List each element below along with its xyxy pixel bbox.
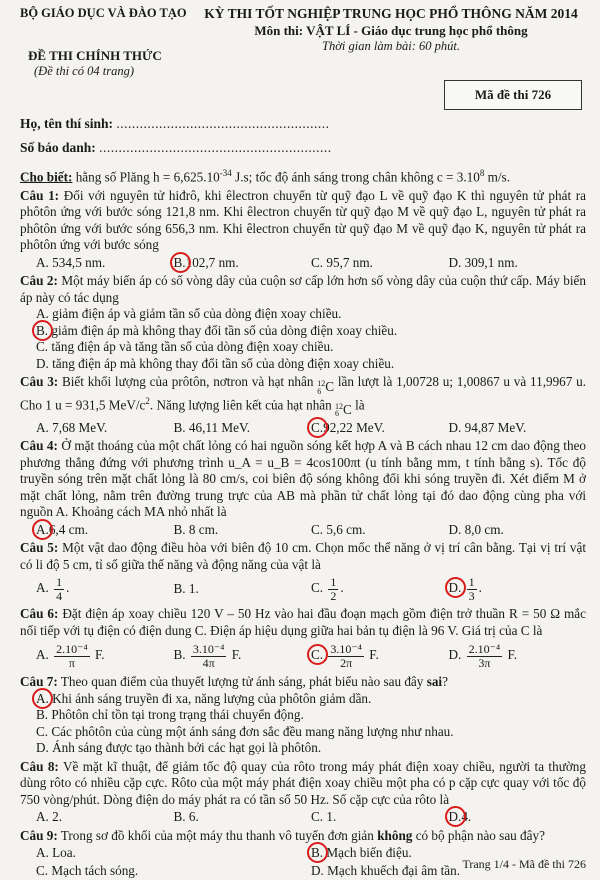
option-letter: D.: [448, 647, 462, 663]
fraction: [328, 643, 364, 669]
nuclide: [317, 379, 334, 396]
fraction-denominator: 4π: [202, 655, 215, 670]
header-right: [190, 6, 586, 88]
option-c[interactable]: [311, 522, 449, 539]
option-letter-circled: C.: [311, 647, 324, 663]
question-text: Một máy biến áp có số vòng dây của cuộn sơ cấp lớn hơn số vòng dây của cuộn thứ cấp. Máy biến áp này có tác dụng: [20, 273, 587, 305]
option-text: Mạch khuếch đại âm tần.: [327, 862, 461, 878]
option-letter: D.: [448, 521, 462, 537]
option-c[interactable]: [311, 576, 449, 602]
candidate-name-dots: .......................................................: [116, 116, 330, 131]
option-text: 534,5 nm.: [52, 254, 106, 270]
option-letter: C.: [311, 809, 324, 825]
note-exp-1: -34: [219, 168, 232, 178]
question-5: [20, 540, 586, 573]
question-number: Câu 6:: [20, 606, 59, 622]
option-letter-circled: D.: [448, 580, 462, 596]
question-emphasis: sai: [426, 674, 443, 690]
option-c[interactable]: [311, 255, 449, 272]
candidate-name-field: [20, 116, 586, 138]
option-a[interactable]: [36, 809, 174, 826]
question-text: Đối với nguyên tử hiđrô, khi êlectron chuyển từ quỹ đạo L về quỹ đạo K thì nguyên tử phát ra phôtôn ứng với bước sóng 121,8 nm. Khi êlectron chuyển từ quỹ đạo M về quỹ đạo L, nguyên tử phát ra phôtôn ứng với bước sóng 656,3 nm. Khi êlectron chuyển từ quỹ đạo M về quỹ đạo K, nguyên tử phát ra phôtôn ứng với bước sóng: [20, 187, 587, 253]
options-6: [20, 640, 586, 672]
option-text: 8,0 cm.: [464, 521, 504, 537]
option-a[interactable]: [36, 522, 174, 539]
option-text: tăng điện áp và tăng tần số của dòng điện xoay chiều.: [51, 339, 334, 355]
question-text: là: [355, 397, 365, 413]
option-text: 7,68 MeV.: [52, 419, 108, 435]
question-2: [20, 273, 586, 306]
option-b[interactable]: [174, 809, 312, 826]
fraction: [467, 643, 503, 669]
header-left: [20, 6, 190, 88]
exam-code-box: Mã đề thi 726: [444, 80, 582, 110]
nuclide-symbol: C: [325, 379, 335, 395]
option-letter-circled: B.: [36, 322, 49, 338]
candidate-id-label: Số báo danh:: [20, 140, 96, 155]
option-text: Các phôtôn của cùng một ánh sáng đơn sắc đều mang năng lượng như nhau.: [51, 723, 454, 739]
options-3: [20, 420, 586, 437]
question-number: Câu 4:: [20, 438, 58, 454]
option-letter: D.: [311, 862, 324, 878]
option-letter: B.: [173, 647, 186, 663]
options-4: [20, 522, 586, 539]
option-a[interactable]: [36, 255, 174, 272]
option-a[interactable]: [36, 306, 586, 323]
question-7: [20, 674, 586, 691]
page-footer: Trang 1/4 - Mã đề thi 726: [462, 857, 586, 871]
option-letter-circled: D.: [448, 809, 462, 825]
fraction-denominator: 3: [468, 588, 475, 603]
question-number: Câu 1:: [20, 187, 60, 203]
option-letter: C.: [311, 580, 324, 596]
fraction: [191, 643, 227, 669]
question-3: [20, 374, 586, 418]
exam-header: [20, 0, 586, 88]
question-text: lần lượt là 1,00728 u; 1,00867 u và 11,9967 u. Cho 1 u = 931,5 MeV/c: [20, 374, 587, 413]
option-letter: B.: [173, 419, 186, 435]
fraction-denominator: 2: [330, 588, 337, 603]
option-a[interactable]: [36, 643, 174, 669]
option-letter-circled: A.: [36, 521, 49, 537]
fraction-numerator: 1: [468, 575, 475, 590]
fraction: [54, 576, 64, 602]
option-letter: C.: [311, 521, 324, 537]
fraction-numerator: 1: [330, 575, 337, 590]
note-text-3: m/s.: [484, 169, 510, 185]
option-letter: A.: [36, 419, 49, 435]
note-label: Cho biết:: [20, 169, 73, 185]
note-exp-2: 8: [479, 168, 485, 178]
option-text: 2.: [52, 809, 63, 825]
fraction: [328, 576, 338, 602]
option-d[interactable]: [449, 809, 587, 826]
option-tail: F.: [507, 647, 518, 663]
exam-time: Thời gian làm bài: 60 phút.: [322, 39, 460, 54]
option-letter: C.: [36, 723, 49, 739]
option-d[interactable]: [36, 356, 586, 373]
option-letter-circled: B.: [311, 845, 324, 861]
question-text: Trong sơ đồ khối của một máy thu thanh vô tuyến đơn giản: [60, 827, 374, 843]
question-text: Biết khối lượng của prôtôn, nơtron và hạt nhân: [61, 374, 314, 390]
option-text: 95,7 nm.: [326, 254, 373, 270]
option-letter: A.: [36, 306, 49, 322]
question-8: [20, 759, 586, 809]
fraction: [54, 643, 90, 669]
option-tail: F.: [94, 647, 105, 663]
option-letter: A.: [36, 254, 49, 270]
option-text: Loa.: [52, 845, 76, 861]
option-letter: D.: [448, 419, 462, 435]
option-letter: B.: [173, 809, 186, 825]
fraction-denominator: 2π: [340, 655, 353, 670]
fraction-denominator: π: [68, 655, 75, 670]
fraction-numerator: 3.10⁻⁴: [192, 642, 225, 657]
constants-note: [20, 168, 586, 186]
option-text: 46,11 MeV.: [188, 419, 251, 435]
option-letter-circled: B.: [173, 254, 186, 270]
option-b[interactable]: [174, 255, 312, 272]
question-6: [20, 606, 586, 639]
fraction-numerator: 2.10⁻⁴: [468, 642, 501, 657]
fraction-denominator: 4: [56, 588, 63, 603]
official-label: ĐỀ THI CHÍNH THỨC: [28, 47, 162, 63]
option-b[interactable]: [36, 323, 586, 340]
option-letter: C.: [36, 862, 49, 878]
nuclide-z: 6: [335, 409, 340, 419]
fraction-numerator: 3.10⁻⁴: [330, 642, 362, 657]
option-c[interactable]: [36, 724, 586, 741]
option-text: 1.: [188, 580, 199, 596]
option-b[interactable]: [174, 522, 312, 539]
option-tail: F.: [369, 647, 379, 663]
option-text: Khi ánh sáng truyền đi xa, năng lượng của phôtôn giảm dần.: [52, 690, 372, 706]
option-letter: C.: [311, 254, 324, 270]
fraction: [467, 576, 477, 602]
option-letter: D.: [36, 355, 49, 371]
page-count: (Đề thi có 04 trang): [34, 63, 134, 78]
option-b[interactable]: [174, 420, 312, 437]
option-letter-circled: A.: [36, 690, 49, 706]
candidate-name-label: Họ, tên thí sinh:: [20, 116, 114, 131]
question-number: Câu 3:: [20, 374, 59, 390]
question-emphasis: không: [377, 827, 413, 843]
question-text: Một vật dao động điều hòa với biên độ 10 cm. Chọn mốc thế năng ở vị trí cân bằng. Tại vị trí vật có li độ 5 cm, tỉ số giữa thế năng và động năng của vật là: [20, 540, 587, 572]
option-a[interactable]: [36, 420, 174, 437]
candidate-id-field: [20, 140, 586, 162]
option-letter: B.: [36, 707, 49, 723]
option-letter: B.: [173, 521, 186, 537]
question-text: . Năng lượng liên kết của hạt nhân: [149, 397, 332, 413]
option-letter: D.: [36, 740, 49, 756]
option-text: 6.: [188, 809, 199, 825]
option-text: 5,6 cm.: [326, 521, 366, 537]
option-text: Phôtôn chỉ tồn tại trong trạng thái chuyển động.: [51, 707, 304, 723]
exponent: 2: [145, 395, 150, 406]
option-text: giảm điện áp mà không thay đổi tần số của dòng điện xoay chiều.: [51, 322, 398, 338]
fraction-denominator: 3π: [478, 655, 491, 670]
question-number: Câu 7:: [20, 674, 58, 690]
option-text: 94,87 MeV.: [464, 419, 527, 435]
fraction-numerator: 2.10⁻⁴: [56, 642, 88, 657]
question-number: Câu 9:: [20, 827, 58, 843]
ministry-name: BỘ GIÁO DỤC VÀ ĐÀO TẠO: [20, 6, 187, 20]
question-text-end: ?: [442, 674, 448, 690]
option-text: Ánh sáng được tạo thành bởi các hạt gọi là phôtôn.: [52, 740, 322, 756]
option-c[interactable]: [36, 863, 311, 880]
question-text: Theo quan điểm của thuyết lượng tử ánh sáng, phát biểu nào sau đây: [60, 674, 424, 690]
question-text: Về mặt kĩ thuật, để giảm tốc độ quay của rôto trong máy phát điện xoay chiều, người ta thường dùng rôto có nhiều cặp cực. Rôto của một máy phát điện xoay chiều một pha có p cặp cực quay với tốc độ 750 vòng/phút. Dòng điện do máy phát ra có tần số 50 Hz. Số cặp cực của rôto là: [20, 758, 586, 807]
candidate-id-dots: ............................................................: [99, 140, 332, 155]
option-text: 92,22 MeV.: [323, 419, 385, 435]
option-c[interactable]: [36, 339, 586, 356]
option-letter-circled: C.: [311, 419, 324, 435]
option-text: 6,4 cm.: [48, 521, 89, 537]
option-letter: A.: [36, 809, 49, 825]
option-letter: D.: [448, 254, 462, 270]
option-text: 309,1 nm.: [464, 254, 518, 270]
option-tail: .: [340, 580, 344, 596]
question-number: Câu 2:: [20, 273, 58, 289]
nuclide-mass: 12: [317, 379, 326, 389]
option-letter: C.: [36, 339, 49, 355]
option-a[interactable]: [36, 691, 586, 708]
option-c[interactable]: [311, 643, 449, 669]
question-text: Ở mặt thoáng của một chất lỏng có hai nguồn sóng kết hợp A và B cách nhau 12 cm dao động theo phương thẳng đứng với phương trình u_A = u_B = 4cos100πt (u tính bằng mm, t tính bằng s). Tốc độ truyền sóng trên mặt chất lỏng là 80 cm/s, coi biên độ sóng không đổi khi sóng truyền đi. Xét điểm M ở mặt chất lỏng, nằm trên đường trung trực của AB mà phần tử chất lỏng tại đó dao động cùng pha với nguồn A. Khoảng cách MA nhỏ nhất là: [20, 438, 587, 520]
option-text: Mạch biến điệu.: [326, 845, 412, 861]
option-a[interactable]: [36, 845, 311, 862]
option-d[interactable]: [36, 740, 586, 757]
options-2: [20, 306, 586, 372]
note-text-2: J.s; tốc độ ánh sáng trong chân không c = 3.10: [231, 169, 480, 185]
option-letter: B.: [173, 580, 186, 596]
options-7: [20, 691, 586, 757]
exam-subject: Môn thi: VẬT LÍ - Giáo dục trung học phổ thông: [254, 22, 528, 38]
option-c[interactable]: [311, 420, 449, 437]
nuclide-mass: 12: [335, 402, 344, 412]
options-5: [20, 574, 586, 604]
options-1: [20, 255, 586, 272]
option-text: tăng điện áp mà không thay đổi tần số của dòng điện xoay chiều.: [52, 355, 395, 371]
nuclide-symbol: C: [343, 402, 352, 418]
question-number: Câu 8:: [20, 758, 59, 774]
option-a[interactable]: [36, 576, 174, 602]
option-letter: A.: [36, 580, 49, 596]
option-letter: A.: [36, 845, 49, 861]
question-4: [20, 438, 586, 521]
nuclide-z: 6: [317, 386, 322, 396]
question-1: [20, 188, 586, 254]
option-tail: F.: [231, 647, 242, 663]
option-text: 4.: [461, 809, 472, 825]
question-9: [20, 828, 586, 845]
fraction-numerator: 1: [56, 575, 63, 590]
question-text-end: có bộ phận nào sau đây?: [415, 827, 545, 843]
exam-title: KỲ THI TỐT NGHIỆP TRUNG HỌC PHỔ THÔNG NĂM 2014: [204, 6, 578, 21]
option-b[interactable]: [36, 707, 586, 724]
option-text: 1.: [326, 809, 337, 825]
options-8: [20, 809, 586, 826]
note-text-1: hằng số Plăng h = 6,625.10: [72, 169, 220, 185]
nuclide: [335, 402, 352, 419]
question-text: Đặt điện áp xoay chiều 120 V – 50 Hz vào hai đầu đoạn mạch gồm điện trở thuần R = 50 Ω mắc nối tiếp với tụ điện có điện dung C. Điện áp hiệu dụng giữa hai bản tụ điện là 96 V. Giá trị của C là: [20, 606, 587, 638]
option-text: giảm điện áp và giảm tần số của dòng điện xoay chiều.: [52, 306, 342, 322]
option-tail: .: [66, 580, 70, 596]
option-b[interactable]: [174, 581, 312, 598]
option-text: 102,7 nm.: [185, 254, 239, 270]
option-text: Mạch tách sóng.: [51, 862, 139, 878]
option-text: 8 cm.: [188, 521, 219, 537]
option-letter: A.: [36, 647, 49, 663]
option-tail: .: [478, 580, 482, 596]
option-b[interactable]: [174, 643, 312, 669]
option-c[interactable]: [311, 809, 449, 826]
question-number: Câu 5:: [20, 540, 59, 556]
